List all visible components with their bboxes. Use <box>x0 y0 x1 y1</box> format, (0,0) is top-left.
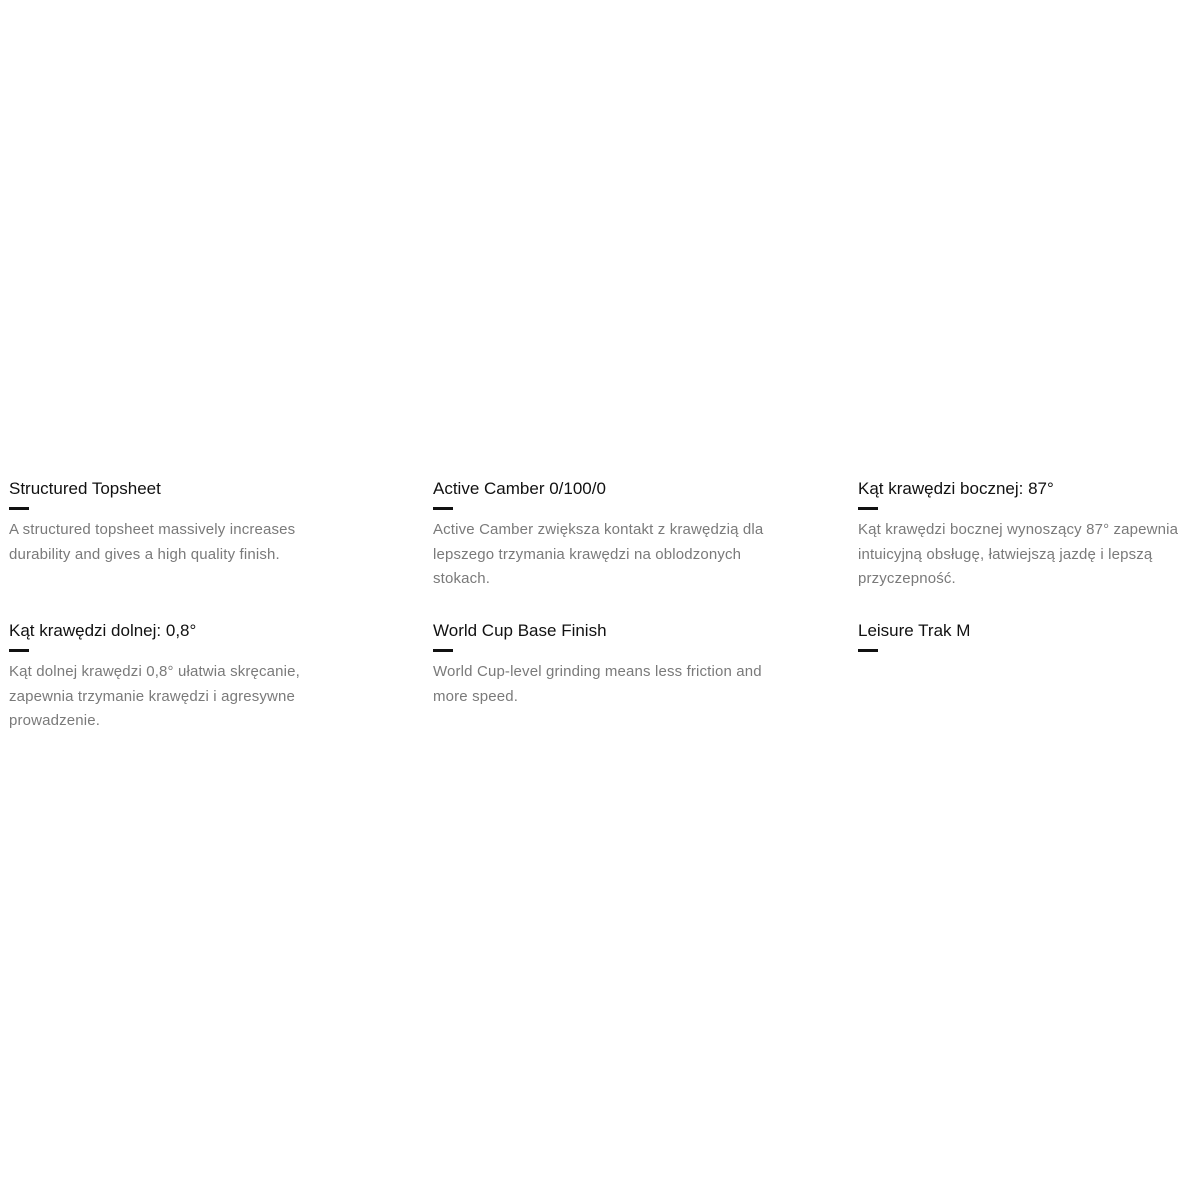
feature-title: World Cup Base Finish <box>433 621 607 640</box>
feature-structured-topsheet <box>9 479 349 567</box>
feature-title: Structured Topsheet <box>9 479 161 498</box>
feature-side-edge-angle <box>858 479 1200 592</box>
feature-title: Active Camber 0/100/0 <box>433 479 606 498</box>
feature-description: Kąt krawędzi bocznej wynoszący 87° zapewnia intuicyjną obsługę, łatwiejszą jazdę i lepszą przyczepność. <box>858 521 1179 587</box>
feature-title: Leisure Trak M <box>858 621 971 640</box>
title-underline <box>433 507 453 510</box>
title-underline <box>858 649 878 652</box>
feature-leisure-trak <box>858 621 1200 660</box>
feature-active-camber <box>433 479 773 592</box>
title-underline <box>433 649 453 652</box>
feature-world-cup-base-finish <box>433 621 773 709</box>
title-underline <box>858 507 878 510</box>
feature-base-edge-angle <box>9 621 349 734</box>
feature-description: Kąt dolnej krawędzi 0,8° ułatwia skręcanie, zapewnia trzymanie krawędzi i agresywne prowadzenie. <box>9 663 300 729</box>
title-underline <box>9 649 29 652</box>
title-underline <box>9 507 29 510</box>
feature-description: World Cup-level grinding means less friction and more speed. <box>433 663 762 705</box>
feature-title: Kąt krawędzi dolnej: 0,8° <box>9 621 197 640</box>
feature-description: Active Camber zwiększa kontakt z krawędzią dla lepszego trzymania krawędzi na oblodzonych stokach. <box>433 521 764 587</box>
feature-description: A structured topsheet massively increases durability and gives a high quality finish. <box>9 521 296 563</box>
feature-title: Kąt krawędzi bocznej: 87° <box>858 479 1054 498</box>
